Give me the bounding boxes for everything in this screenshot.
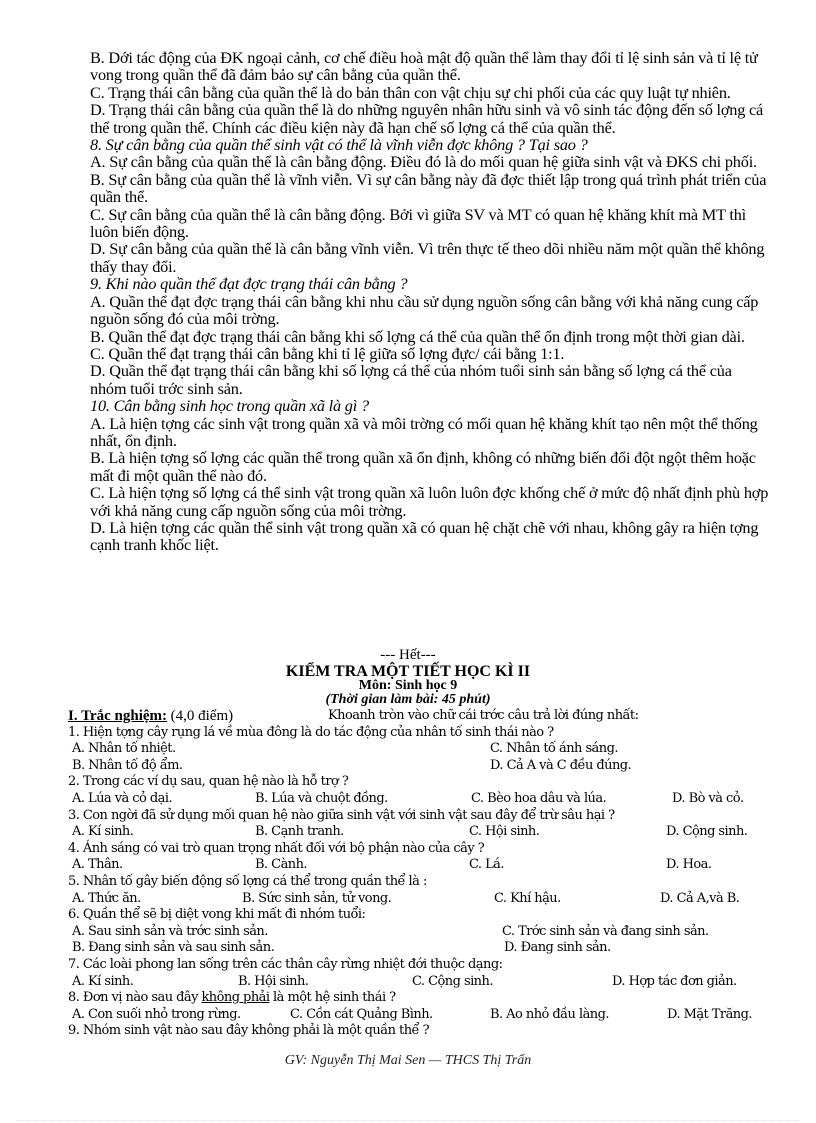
mc-question-5: 5. Nhân tố gây biến động số lợng cá thể trong quần thể là : xyxy=(68,873,427,889)
mc-options-row xyxy=(68,824,778,841)
question-10-text: 10. Cân bằng sinh học trong quần xã là gì ? xyxy=(90,396,369,416)
end-marker: --- Hết--- xyxy=(380,647,436,663)
mc-option[interactable]: A. Sau sinh sản và trớc sinh sản. xyxy=(72,923,268,939)
continued-answer-b: B. Dới tác động của ĐK ngoại cảnh, cơ chế điều hoà mật độ quần thể làm thay đổi tỉ lệ sinh sản và tỉ lệ tử vong trong quần thể đã đảm bảo sự cân bằng của quần thể. xyxy=(90,48,758,85)
mc-option[interactable]: A. Nhân tố nhiệt. xyxy=(72,741,176,757)
mc-option[interactable]: B. Lúa và chuột đồng. xyxy=(255,790,388,806)
mc-options-row xyxy=(68,857,778,874)
question-10-answer-c: C. Là hiện tợng số lợng cá thể sinh vật trong quần xã luôn luôn đợc khống chế ở mức độ nhất định phù hợp với khả năng cung cấp nguồn sống của môi trờng. xyxy=(90,483,769,520)
mc-option[interactable]: C. Hội sinh. xyxy=(469,824,540,840)
mc-option[interactable]: D. Cả A và C đều đúng. xyxy=(490,757,632,773)
mc-option[interactable]: C. Cộng sinh. xyxy=(412,973,493,989)
mc-option[interactable]: B. Ao nhỏ đầu làng. xyxy=(490,1006,609,1022)
exam-subject: Môn: Sinh học 9 xyxy=(358,678,458,693)
mc-option[interactable]: A. Kí sinh. xyxy=(72,973,134,989)
mc-question-8 xyxy=(68,990,778,1007)
mc-options-row xyxy=(68,940,778,957)
question-9-answer-c: C. Quần thể đạt trạng thái cân bằng khi tỉ lệ giữa số lợng đực/ cái bằng 1:1. xyxy=(90,343,565,363)
mc-option[interactable]: A. Thân. xyxy=(72,857,123,873)
mc-option[interactable]: D. Hợp tác đơn giản. xyxy=(612,973,737,989)
question-8-answer-d: D. Sự cân bằng của quần thể là cân bằng vĩnh viễn. Vì trên thực tế theo dõi nhiều năm một quần thể không thấy thay đổi. xyxy=(90,239,765,276)
mc-option[interactable]: C. Khí hậu. xyxy=(494,890,561,906)
footer-author: GV: Nguyễn Thị Mai Sen — THCS Thị Trấn xyxy=(284,1053,532,1068)
mc-option[interactable]: D. Hoa. xyxy=(666,857,712,873)
mc-option[interactable]: C. Trớc sinh sản và đang sinh sản. xyxy=(502,923,709,939)
mc-option[interactable]: A. Lúa và cỏ dại. xyxy=(72,790,173,806)
continued-answer-d: D. Trạng thái cân bằng của quần thể là do những nguyên nhân hữu sinh và vô sinh tác động đến số lợng cá thể trong quần thể. Chính các điều kiện này đã hạn chế số lợng cá thể của quần thể. xyxy=(90,100,764,137)
mc-option[interactable]: D. Cộng sinh. xyxy=(666,824,748,840)
mc-option[interactable]: C. Nhân tố ánh sáng. xyxy=(490,741,618,757)
multiple-choice-questions xyxy=(68,725,778,1040)
section-header xyxy=(68,708,778,725)
page-bottom-divider xyxy=(16,1120,800,1121)
section-points: (4,0 điểm) xyxy=(170,708,234,724)
question-text-before: 8. Đơn vị nào sau đây xyxy=(68,990,202,1006)
question-10-answer-b: B. Là hiện tợng số lợng các quần thể trong quần xã ổn định, không có những biến đổi đột ngột thêm hoặc mất đi một quần thể nào đó. xyxy=(90,448,756,485)
question-8-text: 8. Sự cân bằng của quần thể sinh vật có thể là vĩnh viễn đợc không ? Tại sao ? xyxy=(90,135,588,155)
mc-options-row xyxy=(68,891,778,908)
mc-options-row xyxy=(68,1007,778,1024)
section-instruction: Khoanh tròn vào chữ cái trớc câu trả lời đúng nhất: xyxy=(328,708,639,723)
mc-question-2: 2. Trong các ví dụ sau, quan hệ nào là hỗ trợ ? xyxy=(68,774,349,790)
mc-option[interactable]: B. Hội sinh. xyxy=(238,973,309,989)
question-8-answer-a: A. Sự cân bằng của quần thể là cân bằng động. Điều đó là do mối quan hệ giữa sinh vật và ĐKS chi phối. xyxy=(90,152,757,172)
mc-option[interactable]: B. Sức sinh sản, tử vong. xyxy=(242,890,392,906)
mc-option[interactable]: B. Đang sinh sản và sau sinh sản. xyxy=(72,940,275,956)
mc-options-row xyxy=(68,974,778,991)
mc-option[interactable]: B. Nhân tố độ ẩm. xyxy=(72,757,183,773)
mc-options-row xyxy=(68,758,778,775)
mc-question-7: 7. Các loài phong lan sống trên các thân cây rừng nhiệt đới thuộc dạng: xyxy=(68,956,503,972)
mc-option[interactable]: B. Cạnh tranh. xyxy=(255,824,344,840)
mc-option[interactable]: C. Bèo hoa dâu và lúa. xyxy=(471,790,607,806)
section-label: I. Trắc nghiệm: xyxy=(68,708,168,724)
mc-option[interactable]: D. Cả A,và B. xyxy=(660,890,740,906)
mc-options-row xyxy=(68,791,778,808)
mc-option[interactable]: A. Con suối nhỏ trong rừng. xyxy=(72,1006,241,1022)
question-8-answer-b: B. Sự cân bằng của quần thể là vĩnh viễn. Vì sự cân bằng này đã đợc thiết lập trong quá trình phát triển của quần thể. xyxy=(90,169,767,207)
continued-answer-c: C. Trạng thái cân bằng của quần thể là do bản thân con vật chịu sự chi phối của các quy luật tự nhiên. xyxy=(90,82,731,102)
mc-question-4: 4. Ánh sáng có vai trò quan trọng nhất đối với bộ phận nào của cây ? xyxy=(68,840,485,856)
multiple-choice-section xyxy=(68,708,778,1040)
exam-title: KIỂM TRA MỘT TIẾT HỌC KÌ II xyxy=(285,663,531,680)
mc-option[interactable]: B. Cành. xyxy=(255,857,307,873)
mc-option[interactable]: C. Lá. xyxy=(469,857,504,873)
upper-text-block xyxy=(90,49,770,554)
mc-option[interactable]: C. Cồn cát Quảng Bình. xyxy=(290,1006,433,1022)
question-text-underlined: không phải xyxy=(201,990,270,1006)
question-8-answer-c: C. Sự cân bằng của quần thể là cân bằng động. Bởi vì giữa SV và MT có quan hệ khăng khít mà MT thì luôn biến động. xyxy=(90,204,746,242)
question-9-answer-d: D. Quần thể đạt trạng thái cân bằng khi số lợng cá thể của nhóm tuổi sinh sản bằng số lợng cá thể của nhóm tuổi trớc sinh sản. xyxy=(90,361,732,398)
mc-option[interactable]: D. Mặt Trăng. xyxy=(667,1006,752,1022)
mc-option[interactable]: A. Kí sinh. xyxy=(72,824,134,840)
question-9-text: 9. Khi nào quần thể đạt đợc trạng thái cân bằng ? xyxy=(90,274,408,294)
mc-question-1: 1. Hiện tợng cây rụng lá về mùa đông là do tác động của nhân tố sinh thái nào ? xyxy=(68,724,554,740)
mc-question-3: 3. Con ngời đã sử dụng mối quan hệ nào giữa sinh vật với sinh vật sau đây để trừ sâu hại ? xyxy=(68,807,615,823)
mc-option[interactable]: D. Bò và cỏ. xyxy=(672,790,744,806)
question-10-answer-d: D. Là hiện tợng các quần thể sinh vật trong quần xã có quan hệ chặt chẽ với nhau, không gây ra hiện tợng cạnh tranh khốc liệt. xyxy=(90,517,759,555)
mc-option[interactable]: A. Thức ăn. xyxy=(72,890,141,906)
mc-question-6: 6. Quần thể sẽ bị diệt vong khi mất đi nhóm tuổi: xyxy=(68,907,366,923)
mc-options-row xyxy=(68,924,778,941)
question-text-after: là một hệ sinh thái ? xyxy=(269,990,396,1006)
mc-option[interactable]: D. Đang sinh sản. xyxy=(504,940,611,956)
mc-options-row xyxy=(68,741,778,758)
exam-time: (Thời gian làm bài: 45 phút) xyxy=(325,692,491,707)
question-9-answer-b: B. Quần thể đạt đợc trạng thái cân bằng khi số lợng cá thể của quần thể ổn định trong một thời gian dài. xyxy=(90,326,745,346)
question-10-answer-a: A. Là hiện tợng các sinh vật trong quần xã và môi trờng có mối quan hệ khăng khít tạo nên một thể thống nhất, ổn định. xyxy=(90,413,758,450)
mc-question-9: 9. Nhóm sinh vật nào sau đây không phải là một quần thể ? xyxy=(68,1023,429,1039)
question-9-answer-a: A. Quần thể đạt đợc trạng thái cân bằng khi nhu cầu sử dụng nguồn sống cân bằng với khả năng cung cấp nguồn sống đó của môi trờng. xyxy=(90,291,759,329)
